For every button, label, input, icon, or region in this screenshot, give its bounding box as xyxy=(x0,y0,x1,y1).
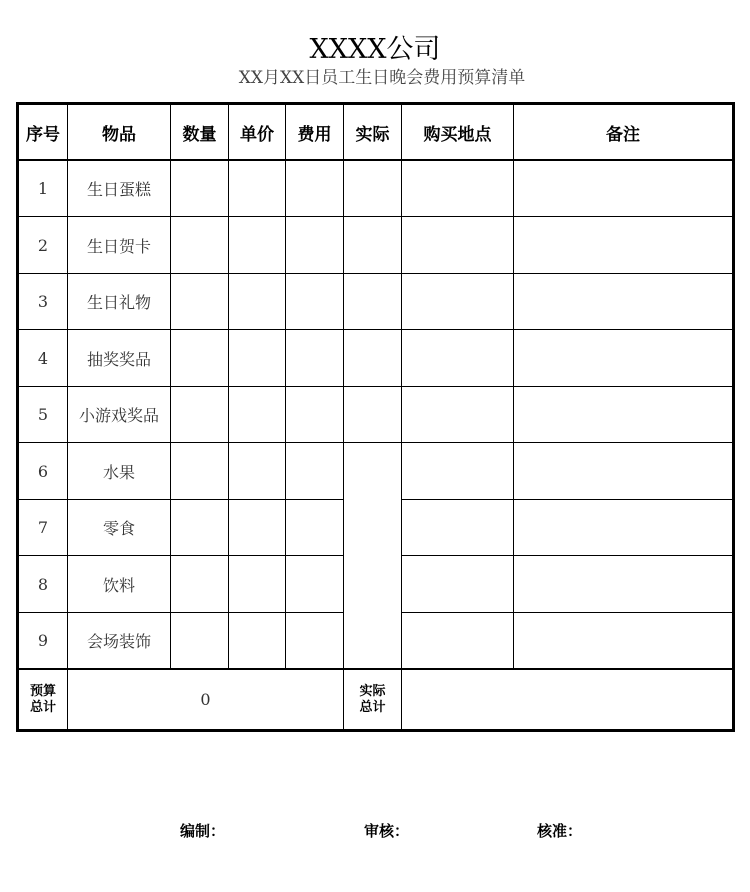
quantity-cell[interactable] xyxy=(171,160,229,217)
row-index: 6 xyxy=(18,443,68,499)
remarks-cell[interactable] xyxy=(514,499,734,555)
remarks-cell[interactable] xyxy=(514,217,734,273)
quantity-cell[interactable] xyxy=(171,556,229,612)
purchase-location-cell[interactable] xyxy=(402,386,514,442)
purchase-location-cell[interactable] xyxy=(402,330,514,386)
row-index: 4 xyxy=(18,330,68,386)
unit-price-cell[interactable] xyxy=(229,217,286,273)
budget-total-label-line2: 总计 xyxy=(29,699,56,715)
purchase-location-cell[interactable] xyxy=(402,499,514,555)
header-remarks: 备注 xyxy=(514,104,734,161)
purchase-location-cell[interactable] xyxy=(402,443,514,499)
cost-cell[interactable] xyxy=(286,612,344,669)
actual-cell[interactable] xyxy=(344,386,402,442)
quantity-cell[interactable] xyxy=(171,443,229,499)
unit-price-cell[interactable] xyxy=(229,612,286,669)
reviewer-signature-label: 审核： xyxy=(364,822,410,840)
header-quantity: 数量 xyxy=(171,104,229,161)
header-item: 物品 xyxy=(68,104,171,161)
quantity-cell[interactable] xyxy=(171,386,229,442)
purchase-location-cell[interactable] xyxy=(402,160,514,217)
unit-price-cell[interactable] xyxy=(229,386,286,442)
table-row xyxy=(18,386,734,442)
purchase-location-cell[interactable] xyxy=(402,273,514,329)
quantity-cell[interactable] xyxy=(171,217,229,273)
actual-total-value[interactable] xyxy=(402,669,734,730)
header-actual: 实际 xyxy=(344,104,402,161)
row-item: 生日蛋糕 xyxy=(68,160,171,217)
unit-price-cell[interactable] xyxy=(229,556,286,612)
table-row xyxy=(18,443,734,499)
header-unit-price: 单价 xyxy=(229,104,286,161)
actual-cell[interactable] xyxy=(344,160,402,217)
row-index: 7 xyxy=(18,499,68,555)
table-header-row xyxy=(18,104,734,161)
budget-total-label-line1: 预算 xyxy=(29,683,56,699)
table-row xyxy=(18,160,734,217)
budget-total-value[interactable]: 0 xyxy=(68,669,344,730)
actual-total-label-line2: 总计 xyxy=(359,699,386,715)
actual-cell[interactable] xyxy=(344,217,402,273)
remarks-cell[interactable] xyxy=(514,443,734,499)
row-item: 生日礼物 xyxy=(68,273,171,329)
row-index: 8 xyxy=(18,556,68,612)
actual-cell[interactable] xyxy=(344,273,402,329)
quantity-cell[interactable] xyxy=(171,612,229,669)
company-title: XXXX公司 xyxy=(309,34,441,65)
cost-cell[interactable] xyxy=(286,499,344,555)
actual-total-label-line1: 实际 xyxy=(359,683,386,699)
document-subtitle: XX月XX日员工生日晚会费用预算清单 xyxy=(238,68,526,88)
editor-signature-label: 编制： xyxy=(180,822,226,840)
budget-table xyxy=(16,102,735,732)
budget-total-label xyxy=(18,669,68,730)
remarks-cell[interactable] xyxy=(514,386,734,442)
row-item: 小游戏奖品 xyxy=(68,386,171,442)
table-row xyxy=(18,273,734,329)
row-index: 1 xyxy=(18,160,68,217)
unit-price-cell[interactable] xyxy=(229,330,286,386)
quantity-cell[interactable] xyxy=(171,499,229,555)
signature-area xyxy=(0,820,750,844)
quantity-cell[interactable] xyxy=(171,330,229,386)
row-index: 2 xyxy=(18,217,68,273)
cost-cell[interactable] xyxy=(286,273,344,329)
actual-cell[interactable] xyxy=(344,330,402,386)
table-row xyxy=(18,330,734,386)
row-item: 饮料 xyxy=(68,556,171,612)
row-index: 9 xyxy=(18,612,68,669)
cost-cell[interactable] xyxy=(286,386,344,442)
row-item: 会场装饰 xyxy=(68,612,171,669)
unit-price-cell[interactable] xyxy=(229,499,286,555)
unit-price-cell[interactable] xyxy=(229,273,286,329)
table-row xyxy=(18,217,734,273)
purchase-location-cell[interactable] xyxy=(402,612,514,669)
approver-signature-label: 核准： xyxy=(537,822,583,840)
header-purchase-location: 购买地点 xyxy=(402,104,514,161)
header-cost: 费用 xyxy=(286,104,344,161)
remarks-cell[interactable] xyxy=(514,330,734,386)
row-item: 零食 xyxy=(68,499,171,555)
cost-cell[interactable] xyxy=(286,160,344,217)
header-index: 序号 xyxy=(18,104,68,161)
row-item: 抽奖奖品 xyxy=(68,330,171,386)
remarks-cell[interactable] xyxy=(514,160,734,217)
row-item: 生日贺卡 xyxy=(68,217,171,273)
unit-price-cell[interactable] xyxy=(229,160,286,217)
cost-cell[interactable] xyxy=(286,330,344,386)
unit-price-cell[interactable] xyxy=(229,443,286,499)
row-index: 5 xyxy=(18,386,68,442)
cost-cell[interactable] xyxy=(286,556,344,612)
purchase-location-cell[interactable] xyxy=(402,217,514,273)
row-index: 3 xyxy=(18,273,68,329)
total-row xyxy=(18,669,734,730)
actual-merged-cell[interactable] xyxy=(344,443,402,669)
quantity-cell[interactable] xyxy=(171,273,229,329)
purchase-location-cell[interactable] xyxy=(402,556,514,612)
cost-cell[interactable] xyxy=(286,443,344,499)
remarks-cell[interactable] xyxy=(514,273,734,329)
cost-cell[interactable] xyxy=(286,217,344,273)
actual-total-label xyxy=(344,669,402,730)
remarks-cell[interactable] xyxy=(514,612,734,669)
remarks-cell[interactable] xyxy=(514,556,734,612)
row-item: 水果 xyxy=(68,443,171,499)
